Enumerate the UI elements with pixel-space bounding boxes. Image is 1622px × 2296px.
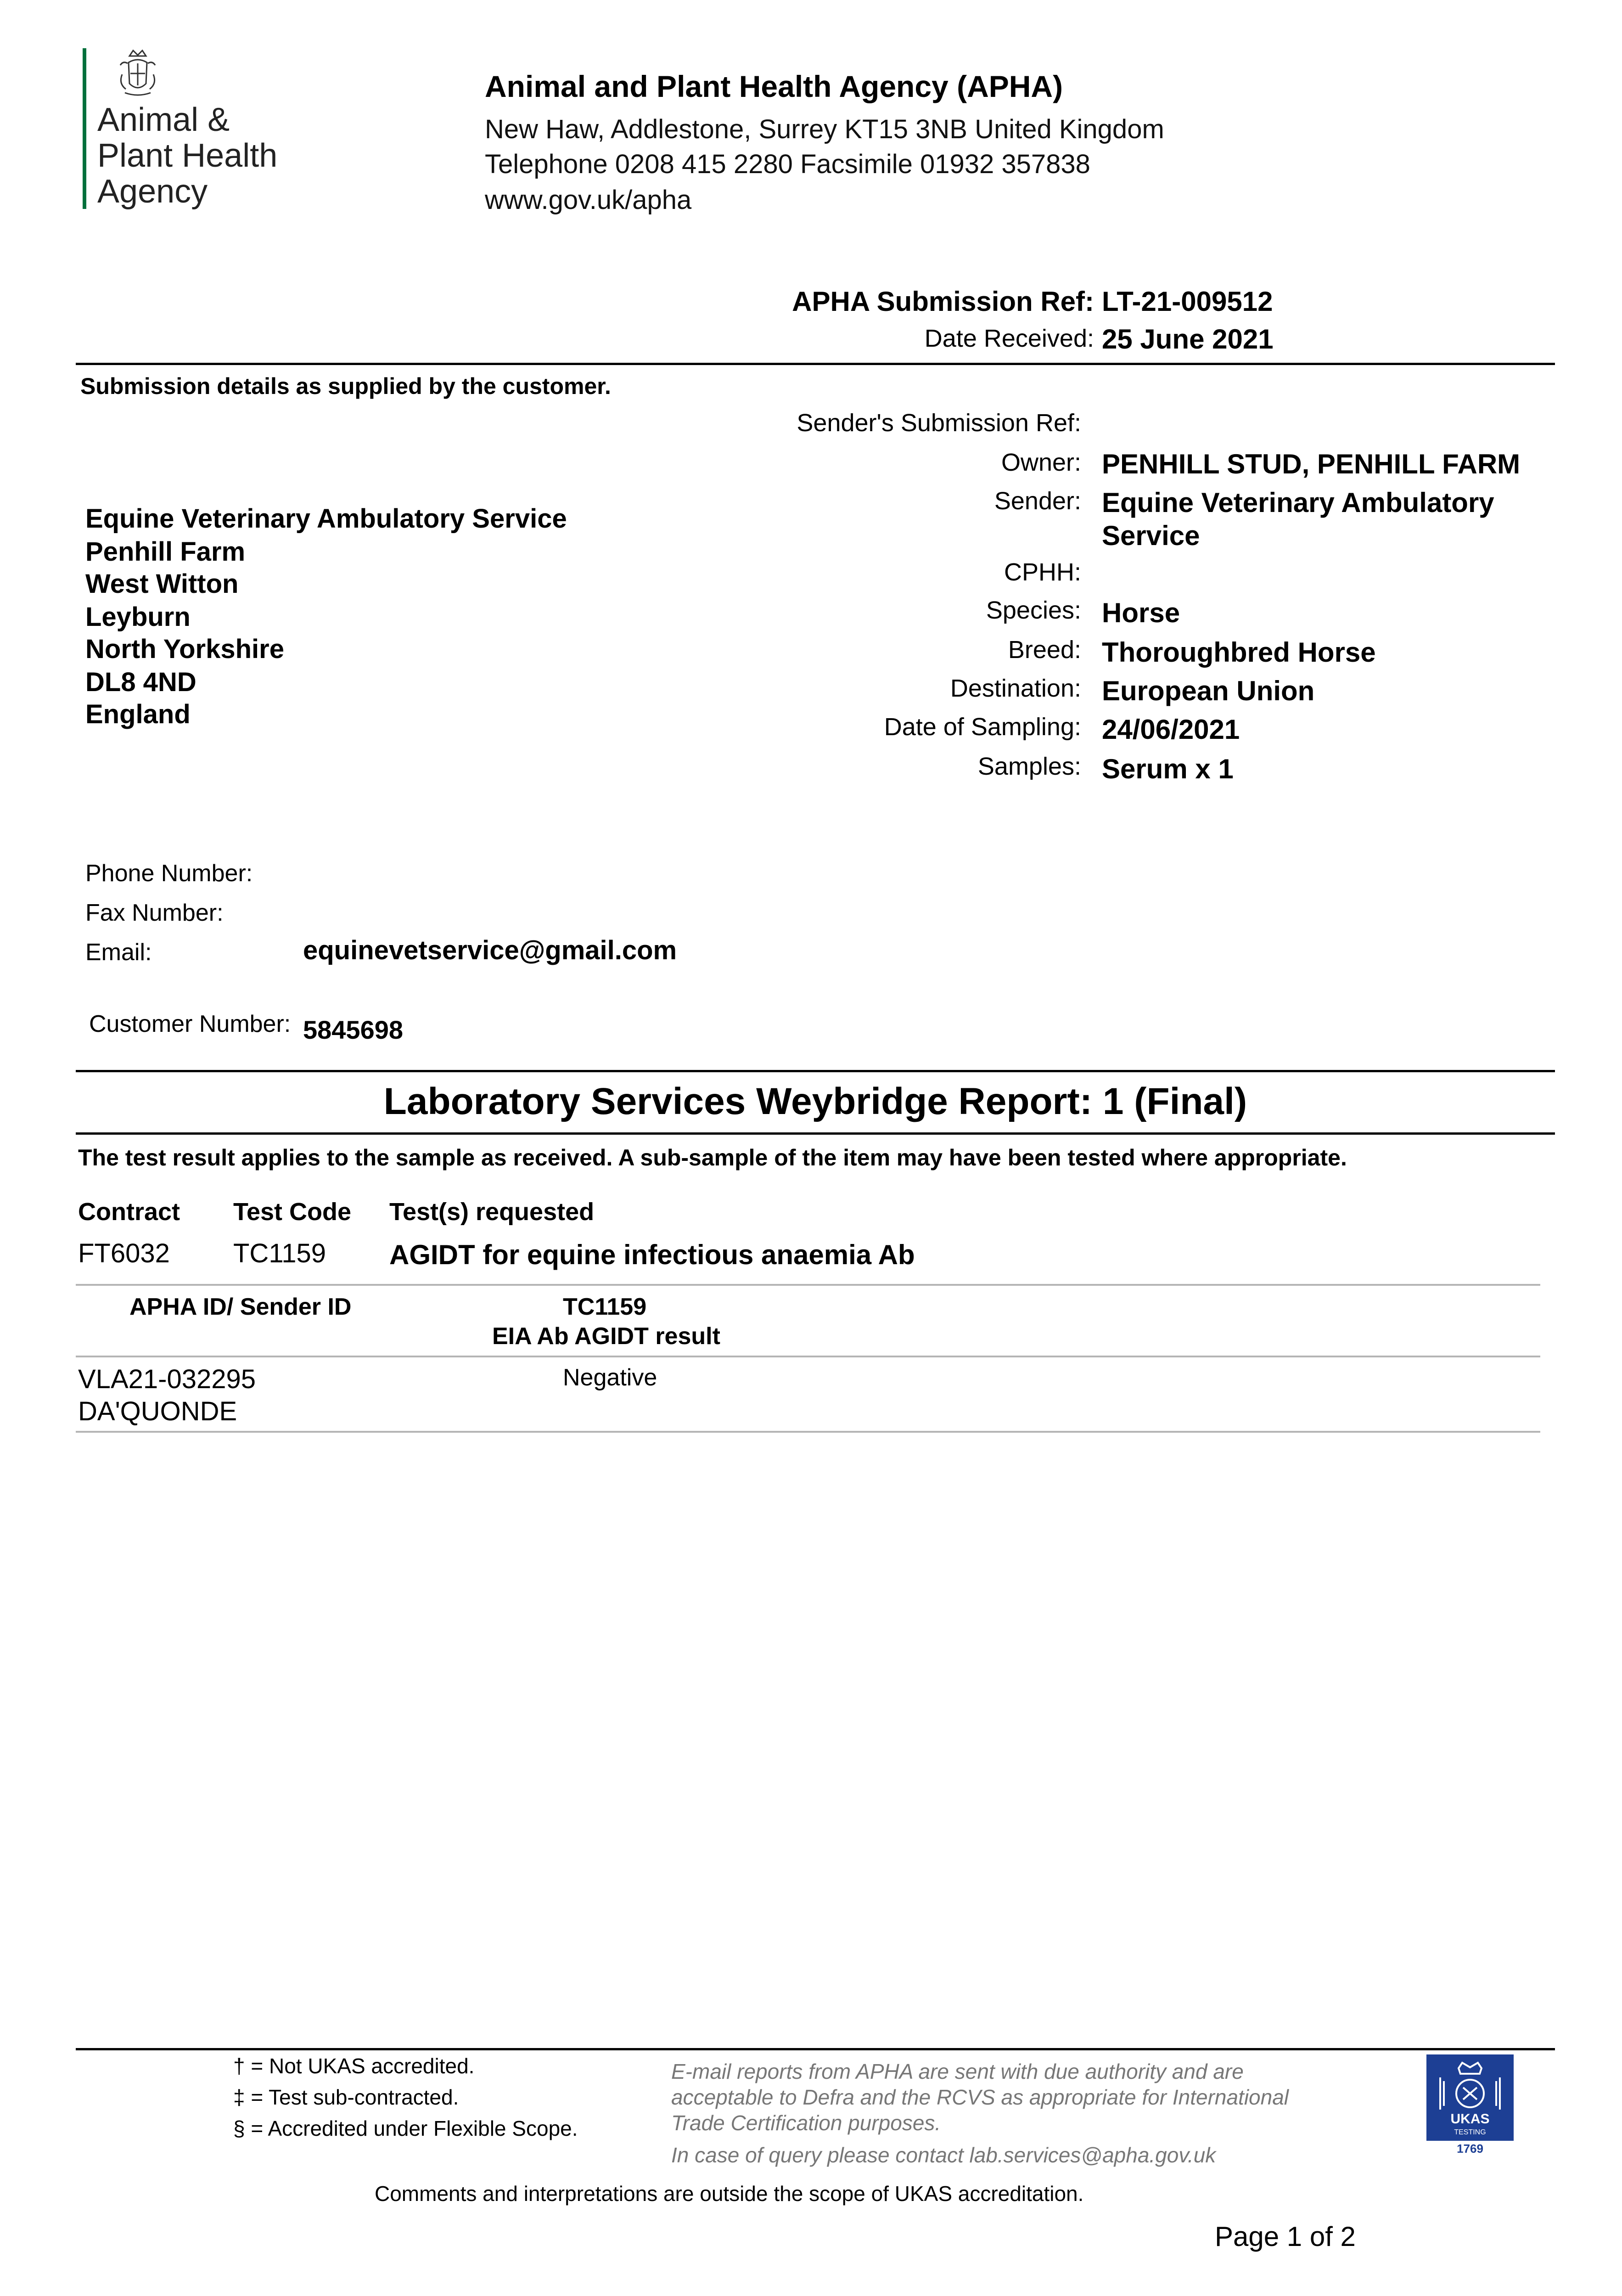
legend-item: † = Not UKAS accredited. bbox=[233, 2054, 475, 2078]
customer-note: Submission details as supplied by the customer. bbox=[80, 373, 611, 399]
sender-label: Sender: bbox=[994, 487, 1081, 515]
logo-line: Plant Health bbox=[97, 137, 278, 174]
address-line: Penhill Farm bbox=[85, 537, 246, 567]
address-line: West Witton bbox=[85, 569, 239, 599]
date-received-label: Date Received: bbox=[924, 325, 1094, 352]
email-note-line: E-mail reports from APHA are sent with due authority and are bbox=[671, 2060, 1244, 2083]
samples-value: Serum x 1 bbox=[1102, 754, 1234, 784]
email-note-line: acceptable to Defra and the RCVS as appropriate for International bbox=[671, 2085, 1289, 2109]
result-column-code: TC1159 bbox=[563, 1294, 647, 1320]
contract-value: FT6032 bbox=[78, 1238, 170, 1268]
header-divider bbox=[76, 363, 1555, 365]
destination-label: Destination: bbox=[950, 675, 1081, 702]
sender-id: DA'QUONDE bbox=[78, 1396, 237, 1426]
result-value: Negative bbox=[563, 1364, 657, 1391]
report-bottom-divider bbox=[76, 1132, 1555, 1135]
sampling-date-value: 24/06/2021 bbox=[1102, 714, 1240, 745]
species-value: Horse bbox=[1102, 597, 1180, 628]
results-bottom-divider bbox=[76, 1431, 1540, 1433]
address-line: Leyburn bbox=[85, 602, 191, 632]
submission-ref-label: APHA Submission Ref: bbox=[792, 286, 1094, 317]
address-line: North Yorkshire bbox=[85, 634, 284, 664]
ukas-logo-subtext: TESTING bbox=[1454, 2128, 1486, 2136]
report-applies-note: The test result applies to the sample as received. A sub-sample of the item may have been tested where appropriate. bbox=[78, 1145, 1347, 1171]
results-top-divider bbox=[76, 1284, 1540, 1286]
test-requested-value: AGIDT for equine infectious anaemia Ab bbox=[389, 1239, 915, 1270]
date-received-value: 25 June 2021 bbox=[1102, 324, 1274, 355]
address-line: England bbox=[85, 699, 191, 729]
samples-label: Samples: bbox=[977, 753, 1081, 780]
test-code-header: Test Code bbox=[233, 1198, 352, 1226]
logo-line: Animal & bbox=[97, 101, 230, 138]
query-contact-note: In case of query please contact lab.services@apha.gov.uk bbox=[671, 2143, 1216, 2167]
agency-address: New Haw, Addlestone, Surrey KT15 3NB United Kingdom bbox=[485, 114, 1164, 144]
customer-number-value: 5845698 bbox=[303, 1015, 404, 1044]
address-line: Equine Veterinary Ambulatory Service bbox=[85, 504, 567, 534]
phone-label: Phone Number: bbox=[85, 860, 253, 887]
senders-ref-label: Sender's Submission Ref: bbox=[797, 409, 1081, 437]
ukas-logo-number: 1769 bbox=[1457, 2142, 1483, 2155]
legend-item: ‡ = Test sub-contracted. bbox=[233, 2085, 459, 2109]
agency-phone-fax: Telephone 0208 415 2280 Facsimile 01932 357838 bbox=[485, 149, 1090, 179]
apha-id: VLA21-032295 bbox=[78, 1364, 256, 1394]
sampling-date-label: Date of Sampling: bbox=[884, 713, 1081, 741]
ukas-scope-note: Comments and interpretations are outside the scope of UKAS accreditation. bbox=[375, 2182, 1084, 2206]
report-top-divider bbox=[76, 1070, 1555, 1072]
destination-value: European Union bbox=[1102, 675, 1315, 706]
address-line: DL8 4ND bbox=[85, 667, 196, 697]
id-column-header: APHA ID/ Sender ID bbox=[129, 1294, 352, 1320]
ukas-logo-text: UKAS bbox=[1450, 2111, 1490, 2127]
page-indicator: Page 1 of 2 bbox=[1215, 2221, 1356, 2252]
sender-value-line2: Service bbox=[1102, 520, 1200, 551]
logo-line: Agency bbox=[97, 173, 208, 210]
logo-wordmark bbox=[97, 102, 290, 209]
tests-requested-header: Test(s) requested bbox=[389, 1198, 595, 1226]
breed-label: Breed: bbox=[1008, 636, 1081, 664]
email-note-line: Trade Certification purposes. bbox=[671, 2111, 941, 2135]
owner-label: Owner: bbox=[1001, 449, 1081, 476]
contract-header: Contract bbox=[78, 1198, 180, 1226]
fax-label: Fax Number: bbox=[85, 900, 224, 926]
cphh-label: CPHH: bbox=[1004, 558, 1081, 586]
sender-value-line1: Equine Veterinary Ambulatory bbox=[1102, 487, 1494, 518]
legend-item: § = Accredited under Flexible Scope. bbox=[233, 2116, 578, 2140]
submission-ref-value: LT-21-009512 bbox=[1102, 286, 1273, 317]
report-title: Laboratory Services Weybridge Report: 1 (Final) bbox=[383, 1080, 1247, 1122]
email-label: Email: bbox=[85, 939, 152, 966]
customer-number-label: Customer Number: bbox=[89, 1011, 291, 1037]
result-column-name: EIA Ab AGIDT result bbox=[492, 1323, 720, 1350]
results-header-divider bbox=[76, 1356, 1540, 1357]
ukas-crown-icon bbox=[1426, 2054, 1514, 2159]
agency-name: Animal and Plant Health Agency (APHA) bbox=[485, 69, 1063, 103]
test-code-value: TC1159 bbox=[233, 1238, 326, 1268]
breed-value: Thoroughbred Horse bbox=[1102, 637, 1376, 668]
royal-crest-icon bbox=[116, 47, 160, 97]
species-label: Species: bbox=[986, 597, 1081, 624]
agency-website[interactable]: www.gov.uk/apha bbox=[485, 185, 692, 215]
logo-accent-bar bbox=[83, 48, 86, 209]
footer-divider bbox=[76, 2048, 1555, 2050]
owner-value: PENHILL STUD, PENHILL FARM bbox=[1102, 449, 1521, 479]
email-value[interactable]: equinevetservice@gmail.com bbox=[303, 935, 677, 965]
